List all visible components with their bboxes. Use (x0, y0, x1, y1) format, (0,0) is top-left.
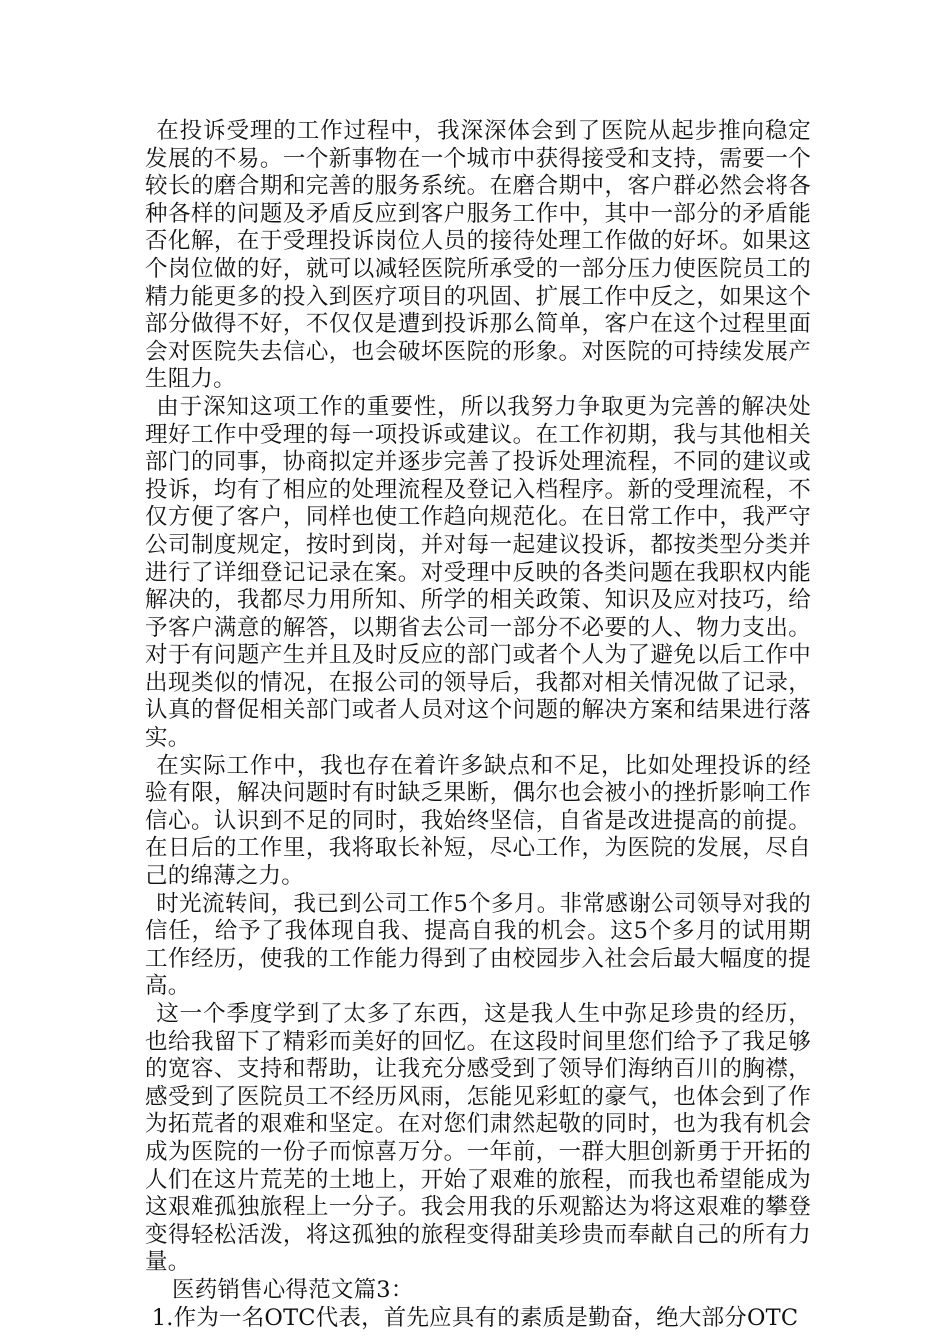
paragraph-importance: 由于深知这项工作的重要性，所以我努力争取更为完善的解决处理好工作中受理的每一项投诉或建议。在工作初期，我与其他相关部门的同事，协商拟定并逐步完善了投诉处理流程，不同的建议或投诉，均有了相应的处理流程及登记入档程序。新的受理流程，不仅方便了客户，同样也使工作趋向规范化。在日常工作中，我严守公司制度规定，按时到岗，并对每一起建议投诉，都按类型分类并进行了详细登记记录在案。对受理中反映的各类问题在我职权内能解决的，我都尽力用所知、所学的相关政策、知识及应对技巧，给予客户满意的解答，以期省去公司一部分不必要的人、物力支出。对于有问题产生并且及时反应的部门或者个人为了避免以后工作中出现类似的情况，在报公司的领导后，我都对相关情况做了记录，认真的督促相关部门或者人员对这个问题的解决方案和结果进行落实。 (145, 393, 811, 752)
list-item: 1.作为一名OTC代表，首先应具有的素质是勤奋，绝大部分OTC (151, 1304, 799, 1331)
document-page (145, 118, 811, 1332)
paragraph-complaint-process: 在投诉受理的工作过程中，我深深体会到了医院从起步推向稳定发展的不易。一个新事物在一个城市中获得接受和支持，需要一个较长的磨合期和完善的服务系统。在磨合期中，客户群必然会将各种各样的问题及矛盾反应到客户服务工作中，其中一部分的矛盾能否化解，在于受理投诉岗位人员的接待处理工作做的好坏。如果这个岗位做的好，就可以减轻医院所承受的一部分压力使医院员工的精力能更多的投入到医疗项目的巩固、扩展工作中反之，如果这个部分做得不好，不仅仅是遭到投诉那么简单，客户在这个过程里面会对医院失去信心，也会破坏医院的形象。对医院的可持续发展产生阻力。 (145, 118, 811, 393)
section-heading: 医药销售心得范文篇3： (172, 1276, 414, 1303)
paragraph-quarter-review: 这一个季度学到了太多了东西，这是我人生中弥足珍贵的经历，也给我留下了精彩而美好的回忆。在这段时间里您们给予了我足够的宽容、支持和帮助，让我充分感受到了领导们海纳百川的胸襟，感受到了医院员工不经历风雨，怎能见彩虹的豪气，也体会到了作为拓荒者的艰难和坚定。在对您们肃然起敬的同时，也为我有机会成为医院的一份子而惊喜万分。一年前，一群大胆创新勇于开拓的人们在这片荒芜的土地上，开始了艰难的旅程，而我也希望能成为这艰难孤独旅程上一分子。我会用我的乐观豁达为将这艰难的攀登变得轻松活泼，将这孤独的旅程变得甜美珍贵而奉献自己的所有力量。 (145, 1001, 811, 1276)
paragraph-shortcomings: 在实际工作中，我也存在着许多缺点和不足，比如处理投诉的经验有限，解决问题时有时缺乏果断，偶尔也会被小的挫折影响工作信心。认识到不足的同时，我始终坚信，自省是改进提高的前提。在日后的工作里，我将取长补短，尽心工作，为医院的发展，尽自己的绵薄之力。 (145, 752, 811, 890)
paragraph-five-months: 时光流转间，我已到公司工作5个多月。非常感谢公司领导对我的信任，给予了我体现自我、提高自我的机会。这5个多月的试用期工作经历，使我的工作能力得到了由校园步入社会后最大幅度的提高。 (145, 890, 811, 1000)
